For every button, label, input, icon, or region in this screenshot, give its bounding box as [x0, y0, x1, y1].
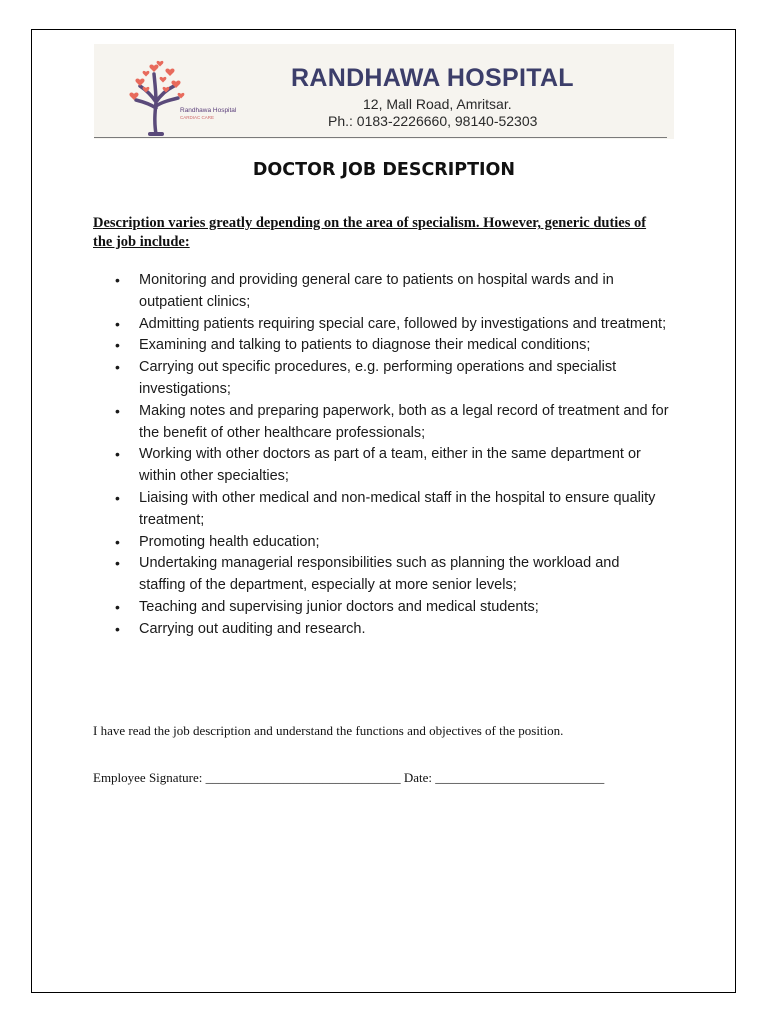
- duty-text: Promoting health education;: [139, 533, 320, 550]
- bullet-icon: •: [115, 533, 120, 550]
- duty-text: Examining and talking to patients to diagnose their medical conditions;: [139, 337, 591, 354]
- signature-label: Employee Signature:: [93, 770, 203, 785]
- duty-item: [115, 335, 669, 357]
- date-label: Date:: [403, 770, 433, 785]
- duty-item: [115, 619, 669, 641]
- letterhead-divider: [94, 137, 667, 138]
- logo-wordmark: Randhawa Hospital: [180, 107, 237, 114]
- duty-text: Teaching and supervising junior doctors and medical students;: [139, 598, 539, 615]
- tree-heart-logo-icon: [126, 56, 186, 136]
- duty-text: Carrying out specific procedures, e.g. performing operations and specialist investigations;: [139, 359, 617, 397]
- duty-item: [115, 488, 669, 532]
- bullet-icon: •: [115, 337, 120, 354]
- bullet-icon: •: [115, 598, 120, 615]
- duty-text: Carrying out auditing and research.: [139, 620, 366, 637]
- duty-item: [115, 597, 669, 619]
- bullet-icon: •: [115, 446, 120, 463]
- bullet-icon: •: [115, 489, 120, 506]
- duty-item: [115, 314, 669, 336]
- acknowledgement-statement: I have read the job description and understand the functions and objectives of the position.: [93, 723, 564, 738]
- bullet-icon: •: [115, 555, 120, 572]
- bullet-icon: •: [115, 402, 120, 419]
- intro-paragraph: Description varies greatly depending on the area of specialism. However, generic duties of the job include:: [93, 215, 647, 250]
- bullet-icon: •: [115, 272, 120, 288]
- hospital-address: 12, Mall Road, Amritsar.: [363, 96, 512, 112]
- duty-item: [115, 357, 669, 401]
- duty-text: Liaising with other medical and non-medical staff in the hospital to ensure quality treatment;: [139, 489, 656, 528]
- duties-list: [115, 270, 669, 641]
- duty-text: Undertaking managerial responsibilities such as planning the workload and staffing of the department, especially at more senior levels;: [139, 555, 620, 594]
- duty-text: Monitoring and providing general care to patients on hospital wards and in outpatient clinics;: [139, 272, 614, 310]
- logo-tagline: CARDIAC CARE: [180, 115, 215, 120]
- bullet-icon: •: [115, 359, 120, 376]
- duty-text: Making notes and preparing paperwork, both as a legal record of treatment and for the benefit of other healthcare professionals;: [139, 402, 669, 441]
- duty-item: [115, 270, 669, 314]
- duty-item: [115, 532, 669, 554]
- bullet-icon: •: [115, 315, 120, 332]
- signature-row: [93, 770, 604, 786]
- hospital-name: RANDHAWA HOSPITAL: [291, 64, 574, 92]
- document-title: DOCTOR JOB DESCRIPTION: [252, 160, 516, 180]
- duty-item: [115, 444, 669, 488]
- duty-item: [115, 553, 669, 597]
- signature-field[interactable]: ______________________________: [205, 770, 401, 785]
- date-field[interactable]: __________________________: [435, 770, 605, 785]
- bullet-icon: •: [115, 620, 120, 637]
- duty-text: Admitting patients requiring special care, followed by investigations and treatment;: [139, 315, 667, 332]
- duty-item: [115, 401, 669, 445]
- hospital-phone: Ph.: 0183-2226660, 98140-52303: [328, 113, 538, 129]
- duty-text: Working with other doctors as part of a team, either in the same department or within other specialties;: [139, 446, 641, 485]
